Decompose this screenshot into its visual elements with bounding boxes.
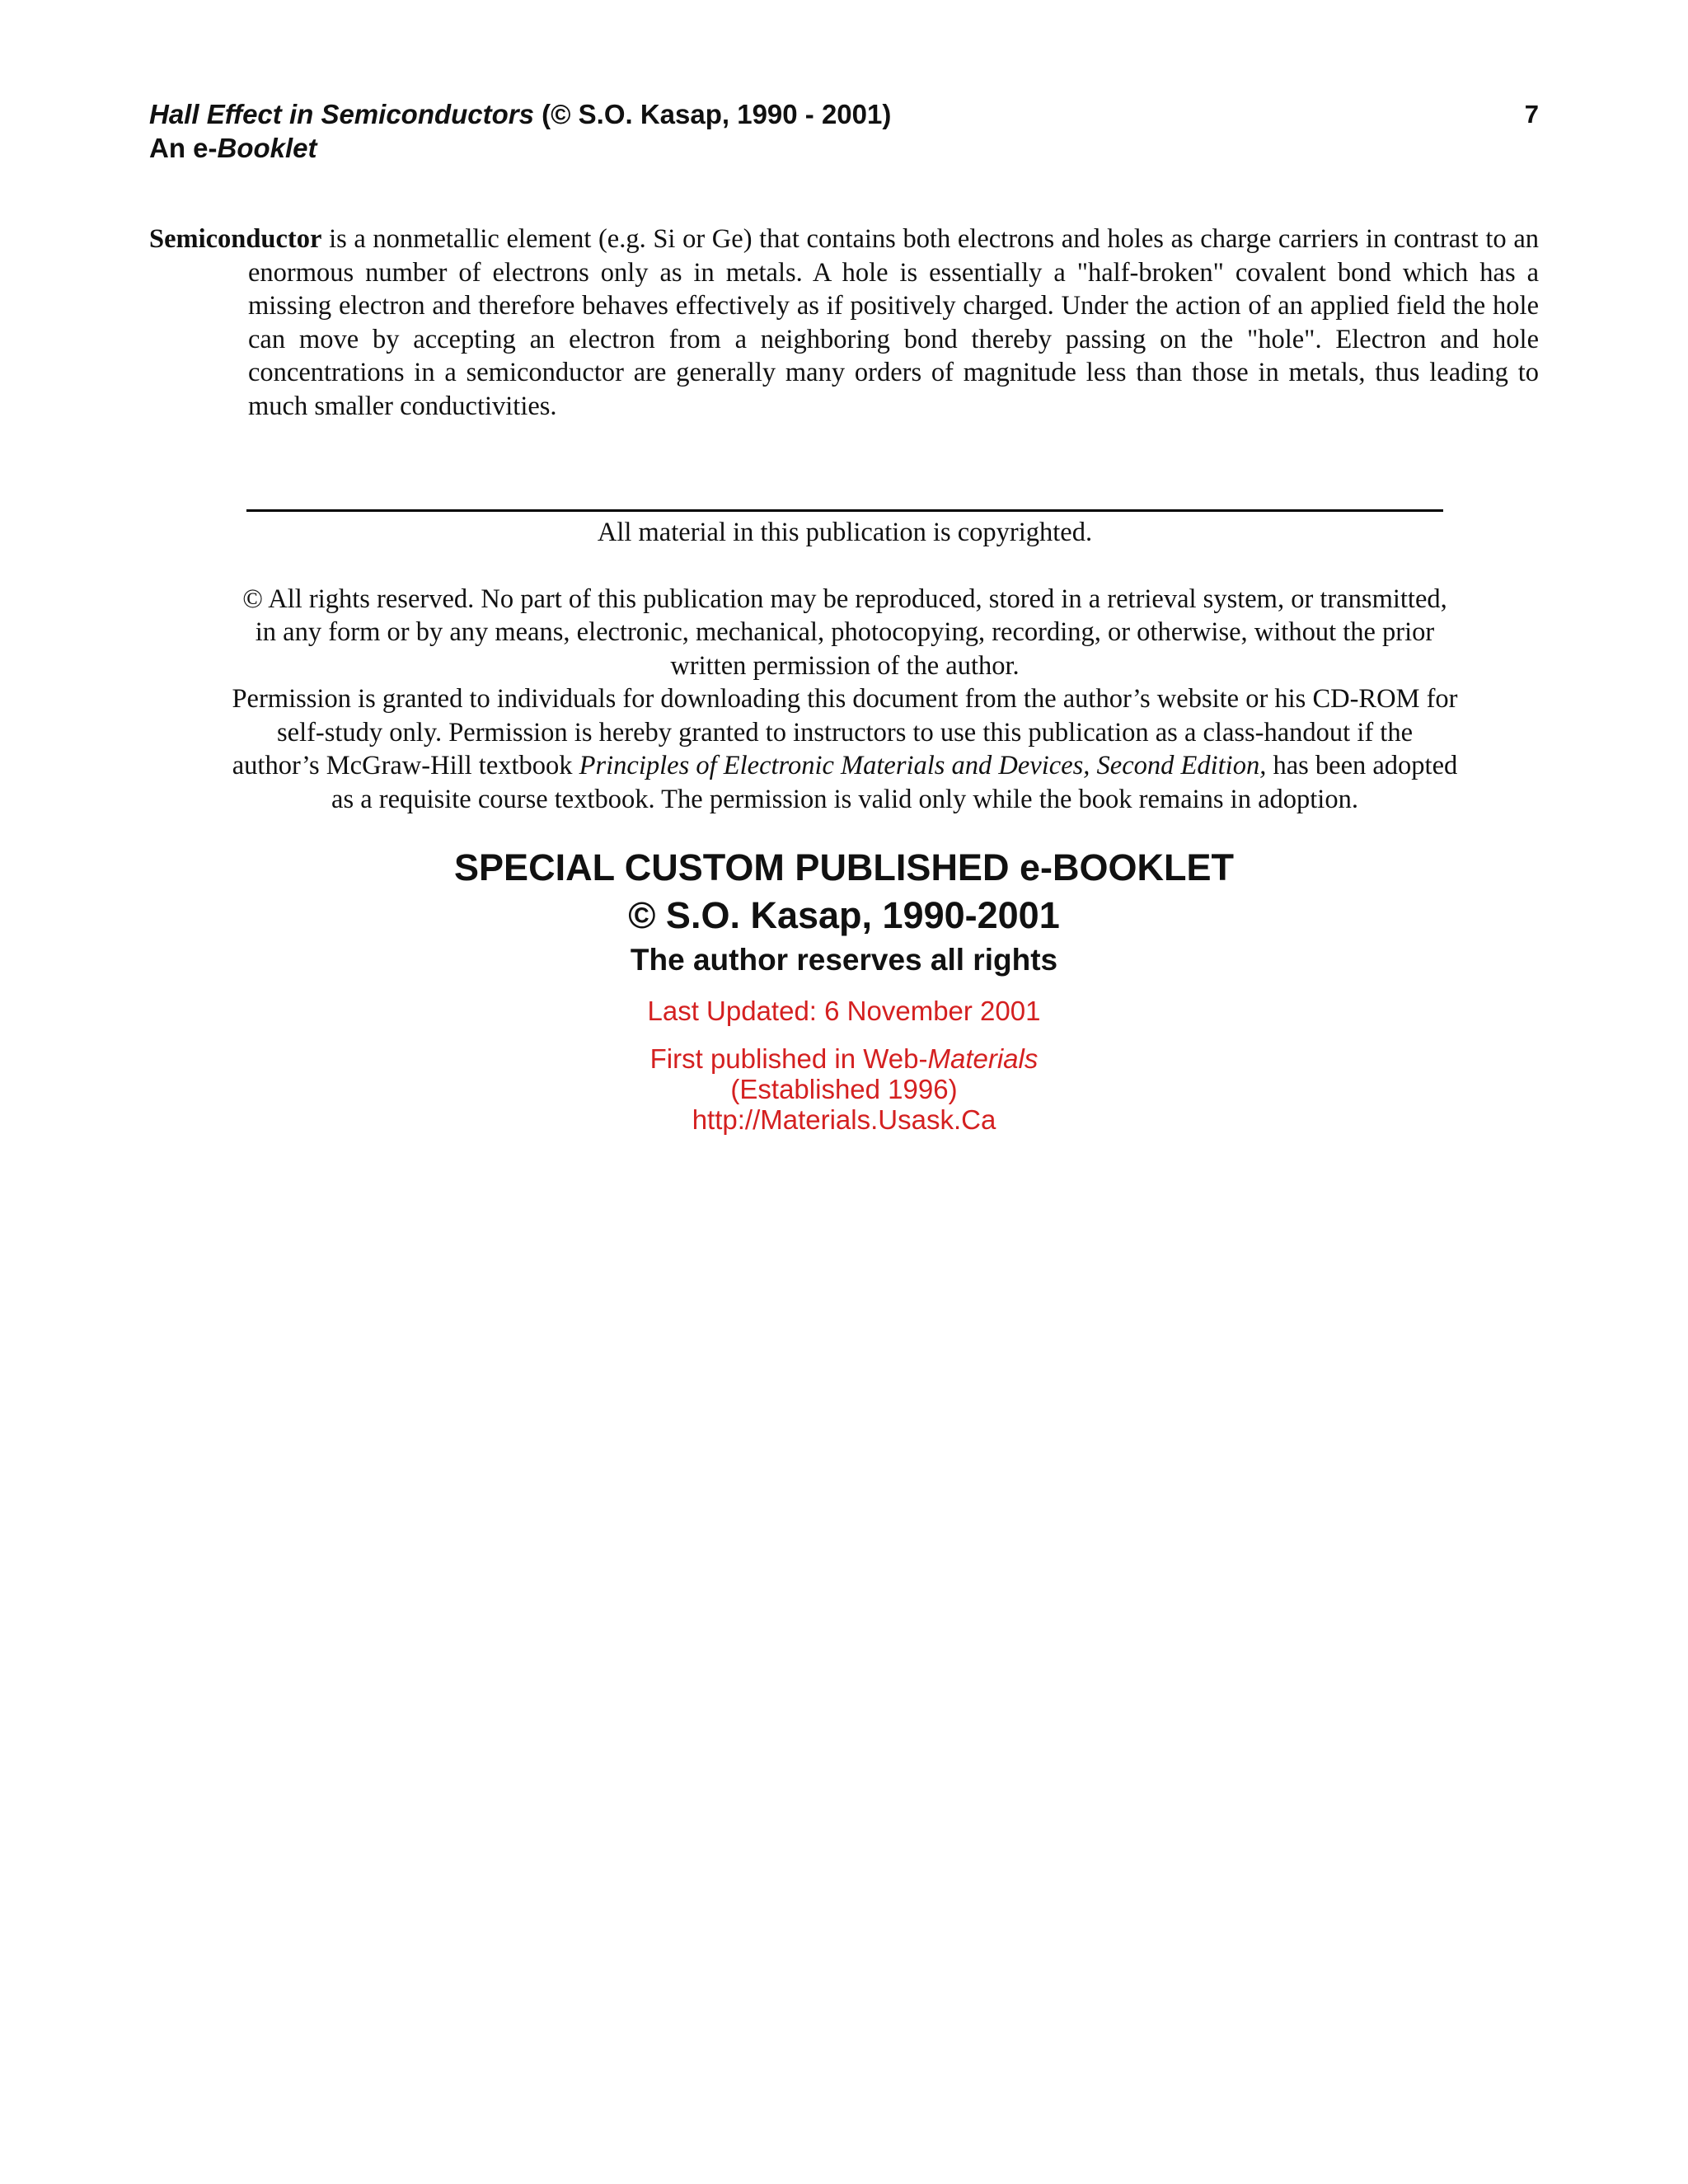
custom-copyright: © S.O. Kasap, 1990-2001 xyxy=(628,894,1060,936)
first-published-prefix: First published in Web- xyxy=(649,1043,928,1074)
header-title-line xyxy=(149,97,1550,131)
custom-heading: SPECIAL CUSTOM PUBLISHED e-BOOKLET xyxy=(454,846,1234,888)
header-title-italic: Hall Effect in Semiconductors xyxy=(149,99,534,129)
website-link[interactable]: http://Materials.Usask.Ca xyxy=(692,1104,996,1135)
horizontal-divider xyxy=(246,509,1443,512)
permission-end: has been adopted as a requisite course textbook. The permission is valid only while the book remains in adoption. xyxy=(331,751,1458,814)
header-subtitle-line xyxy=(149,131,1550,165)
custom-rights: The author reserves all rights xyxy=(630,943,1058,977)
custom-published-block xyxy=(0,844,1688,981)
page-number: 7 xyxy=(1524,100,1539,129)
running-header xyxy=(149,97,1550,165)
header-subtitle-prefix: An e- xyxy=(149,133,218,163)
header-title-rest: (© S.O. Kasap, 1990 - 2001) xyxy=(534,99,892,129)
spacer xyxy=(230,550,1460,583)
last-updated: Last Updated: 6 November 2001 xyxy=(647,996,1041,1026)
definition-term: Semiconductor xyxy=(149,224,322,254)
permission-text xyxy=(230,682,1460,816)
permission-start: Permission is granted to individuals for downloading this document from the author’s website or his CD-ROM for self-study only. Permission is hereby granted to instructors to use this publication as a class-handout if the author’s McGraw-Hill textbook xyxy=(232,684,1458,780)
copyright-notice xyxy=(230,516,1460,816)
established-line: (Established 1996) xyxy=(730,1074,958,1104)
first-published-line xyxy=(0,1043,1688,1074)
copyright-line: All material in this publication is copyrighted. xyxy=(597,518,1093,547)
rights-reserved-text: © All rights reserved. No part of this publication may be reproduced, stored in a retrieval system, or transmitted, in any form or by any means, electronic, mechanical, photocopying, recording, or otherwise, without the prior written permission of the author. xyxy=(242,583,1447,681)
definition-text: is a nonmetallic element (e.g. Si or Ge) that contains both electrons and holes as charge carriers in contrast to an enormous number of electrons only as in metals. A hole is essentially a "half-broken" covalent bond which has a missing electron and therefore behaves effectively as if positively charged. Under the action of an applied field the hole can move by accepting an electron from a neighboring bond thereby passing on the "hole". Electron and hole concentrations in a semiconductor are generally many orders of magnitude less than those in metals, thus leading to much smaller conductivities. xyxy=(248,224,1539,421)
book-title: Principles of Electronic Materials and Devices, Second Edition, xyxy=(579,751,1267,780)
first-published-italic: Materials xyxy=(927,1043,1039,1074)
header-subtitle-italic: Booklet xyxy=(217,133,317,163)
definition-paragraph xyxy=(149,223,1539,423)
publication-info xyxy=(0,1043,1688,1135)
